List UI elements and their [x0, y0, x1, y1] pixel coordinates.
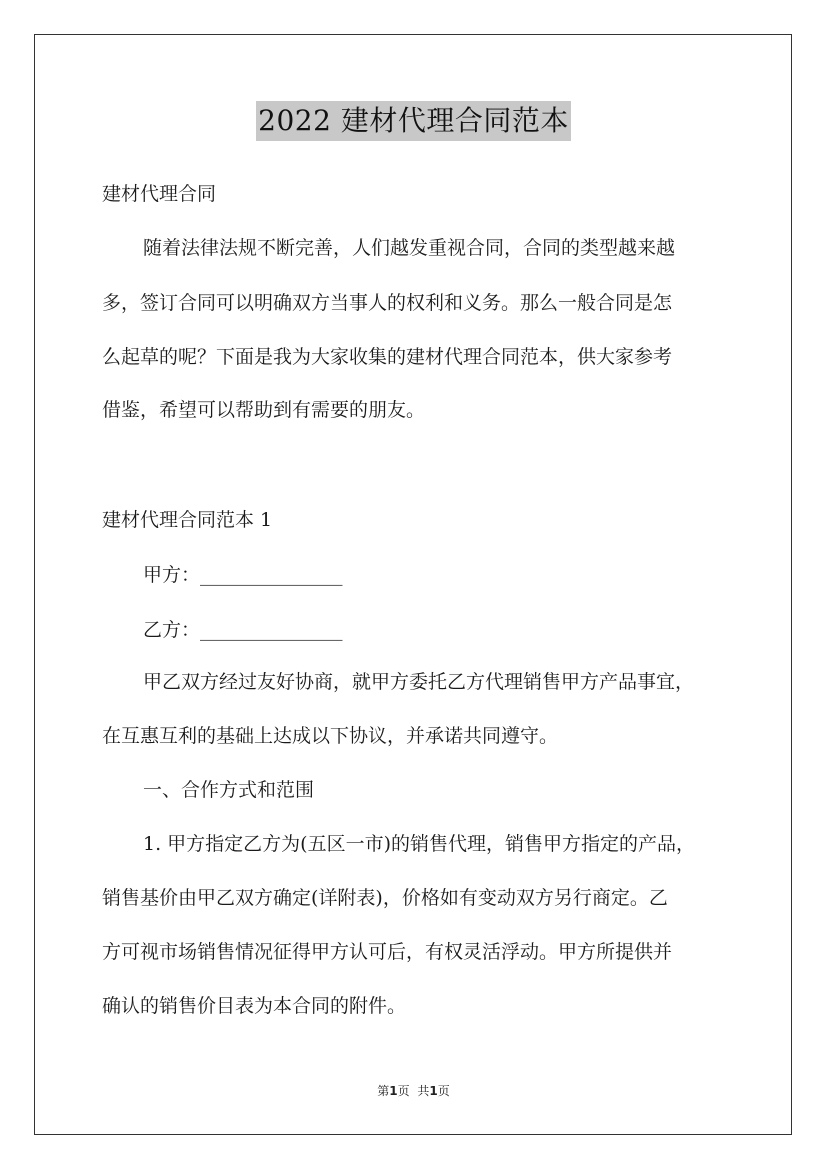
document-subtitle: 建材代理合同: [102, 183, 217, 205]
footer-total-suffix: 页: [437, 1084, 450, 1098]
title-container: [0, 101, 827, 141]
party-a-line: 甲方：_______________: [143, 564, 343, 586]
agreement-line: 甲乙双方经过友好协商，就甲方委托乙方代理销售甲方产品事宜，: [143, 671, 695, 693]
footer-total-prefix: 共: [417, 1084, 430, 1098]
intro-line: 随着法律法规不断完善，人们越发重视合同，合同的类型越来越: [143, 237, 676, 259]
page-footer: [0, 1083, 827, 1099]
clause-line: 确认的销售价目表为本合同的附件。: [102, 995, 407, 1017]
section-title: 建材代理合同范本 1: [102, 509, 273, 531]
document-title: 2022 建材代理合同范本: [256, 101, 571, 141]
footer-page-prefix: 第: [377, 1084, 390, 1098]
clause-line: 方可视市场销售情况征得甲方认可后，有权灵活浮动。甲方所提供并: [102, 941, 673, 963]
intro-line: 多，签订合同可以明确双方当事人的权利和义务。那么一般合同是怎: [102, 292, 673, 314]
clause-line: 销售基价由甲乙双方确定(详附表)，价格如有变动双方另行商定。乙: [102, 887, 668, 909]
clause-heading: 一、合作方式和范围: [143, 779, 315, 801]
intro-line: 么起草的呢？下面是我为大家收集的建材代理合同范本，供大家参考: [102, 346, 673, 368]
footer-page-number: 1: [389, 1084, 398, 1098]
footer-total-number: 1: [429, 1084, 438, 1098]
clause-line: 1. 甲方指定乙方为(五区一市)的销售代理，销售甲方指定的产品，: [143, 833, 695, 855]
party-b-line: 乙方：_______________: [143, 619, 343, 641]
footer-page-suffix: 页: [397, 1084, 410, 1098]
agreement-line: 在互惠互利的基础上达成以下协议，并承诺共同遵守。: [102, 725, 559, 747]
intro-line: 借鉴，希望可以帮助到有需要的朋友。: [102, 399, 426, 421]
